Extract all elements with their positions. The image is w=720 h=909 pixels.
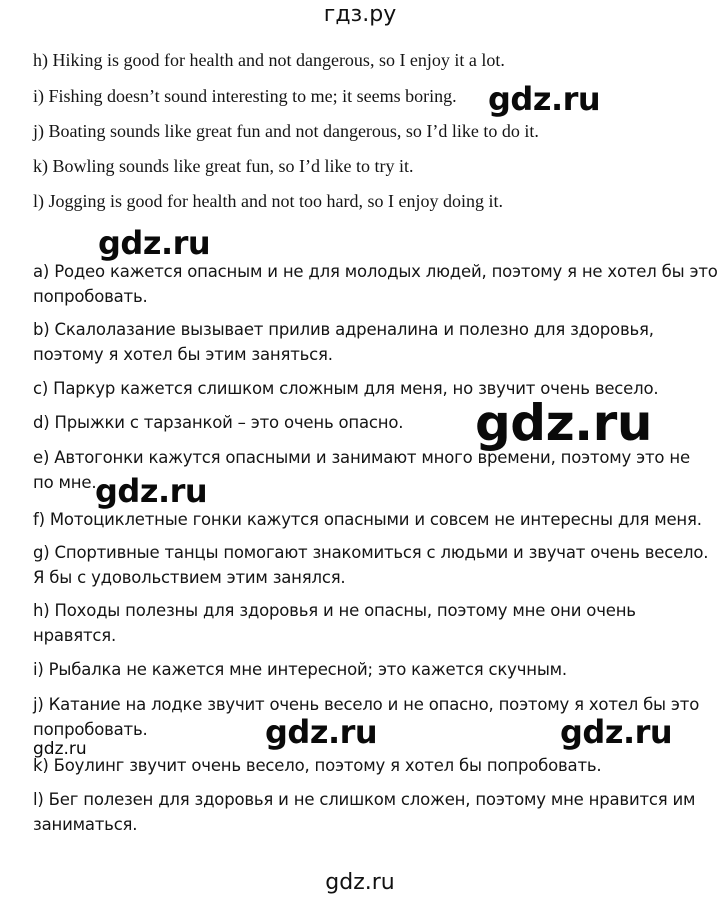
watermark-logo-small: gdz.ru xyxy=(33,739,87,759)
russian-answer-j-line1: j) Катание на лодке звучит очень весело и не опасно, поэтому я хотел бы это xyxy=(33,695,700,714)
watermark-logo: gdz.ru xyxy=(98,224,211,262)
english-answer-k: k) Bowling sounds like great fun, so I’d like to try it. xyxy=(33,156,414,176)
english-answer-h: h) Hiking is good for health and not dangerous, so I enjoy it a lot. xyxy=(33,50,505,70)
english-answer-j: j) Boating sounds like great fun and not dangerous, so I’d like to do it. xyxy=(33,121,539,141)
russian-answer-a-line1: a) Родео кажется опасным и не для молодых людей, поэтому я не хотел бы это xyxy=(33,262,718,281)
russian-answer-g-line2: Я бы с удовольствием этим занялся. xyxy=(33,568,346,587)
page-footer: gdz.ru xyxy=(325,870,395,895)
russian-answer-g-line1: g) Спортивные танцы помогают знакомиться с людьми и звучат очень весело. xyxy=(33,543,709,562)
watermark-logo: gdz.ru xyxy=(265,713,378,751)
page-header-title: гдз.ру xyxy=(323,2,397,27)
russian-answer-h-line1: h) Походы полезны для здоровья и не опасны, поэтому мне они очень xyxy=(33,601,636,620)
russian-answer-h-line2: нравятся. xyxy=(33,626,117,645)
watermark-logo: gdz.ru xyxy=(95,472,208,510)
russian-answer-i: i) Рыбалка не кажется мне интересной; это кажется скучным. xyxy=(33,660,567,679)
russian-answer-d: d) Прыжки с тарзанкой – это очень опасно. xyxy=(33,413,404,432)
russian-answer-b-line2: поэтому я хотел бы этим заняться. xyxy=(33,345,333,364)
watermark-logo: gdz.ru xyxy=(560,713,673,751)
english-answer-l: l) Jogging is good for health and not too hard, so I enjoy doing it. xyxy=(33,191,503,211)
russian-answer-b-line1: b) Скалолазание вызывает прилив адреналина и полезно для здоровья, xyxy=(33,320,654,339)
english-answer-i: i) Fishing doesn’t sound interesting to me; it seems boring. xyxy=(33,86,457,106)
russian-answer-j-line2: попробовать. xyxy=(33,720,148,739)
watermark-logo: gdz.ru xyxy=(475,394,652,452)
russian-answer-l-line1: l) Бег полезен для здоровья и не слишком сложен, поэтому мне нравится им xyxy=(33,790,696,809)
watermark-logo: gdz.ru xyxy=(488,80,601,118)
russian-answer-k: k) Боулинг звучит очень весело, поэтому я хотел бы попробовать. xyxy=(33,756,602,775)
russian-answer-e-line2: по мне. xyxy=(33,473,97,492)
russian-answer-c: c) Паркур кажется слишком сложным для меня, но звучит очень весело. xyxy=(33,379,659,398)
russian-answer-e-line1: e) Автогонки кажутся опасными и занимают много времени, поэтому это не xyxy=(33,448,690,467)
russian-answer-f: f) Мотоциклетные гонки кажутся опасными и совсем не интересны для меня. xyxy=(33,510,702,529)
russian-answer-l-line2: заниматься. xyxy=(33,815,138,834)
russian-answer-a-line2: попробовать. xyxy=(33,287,148,306)
